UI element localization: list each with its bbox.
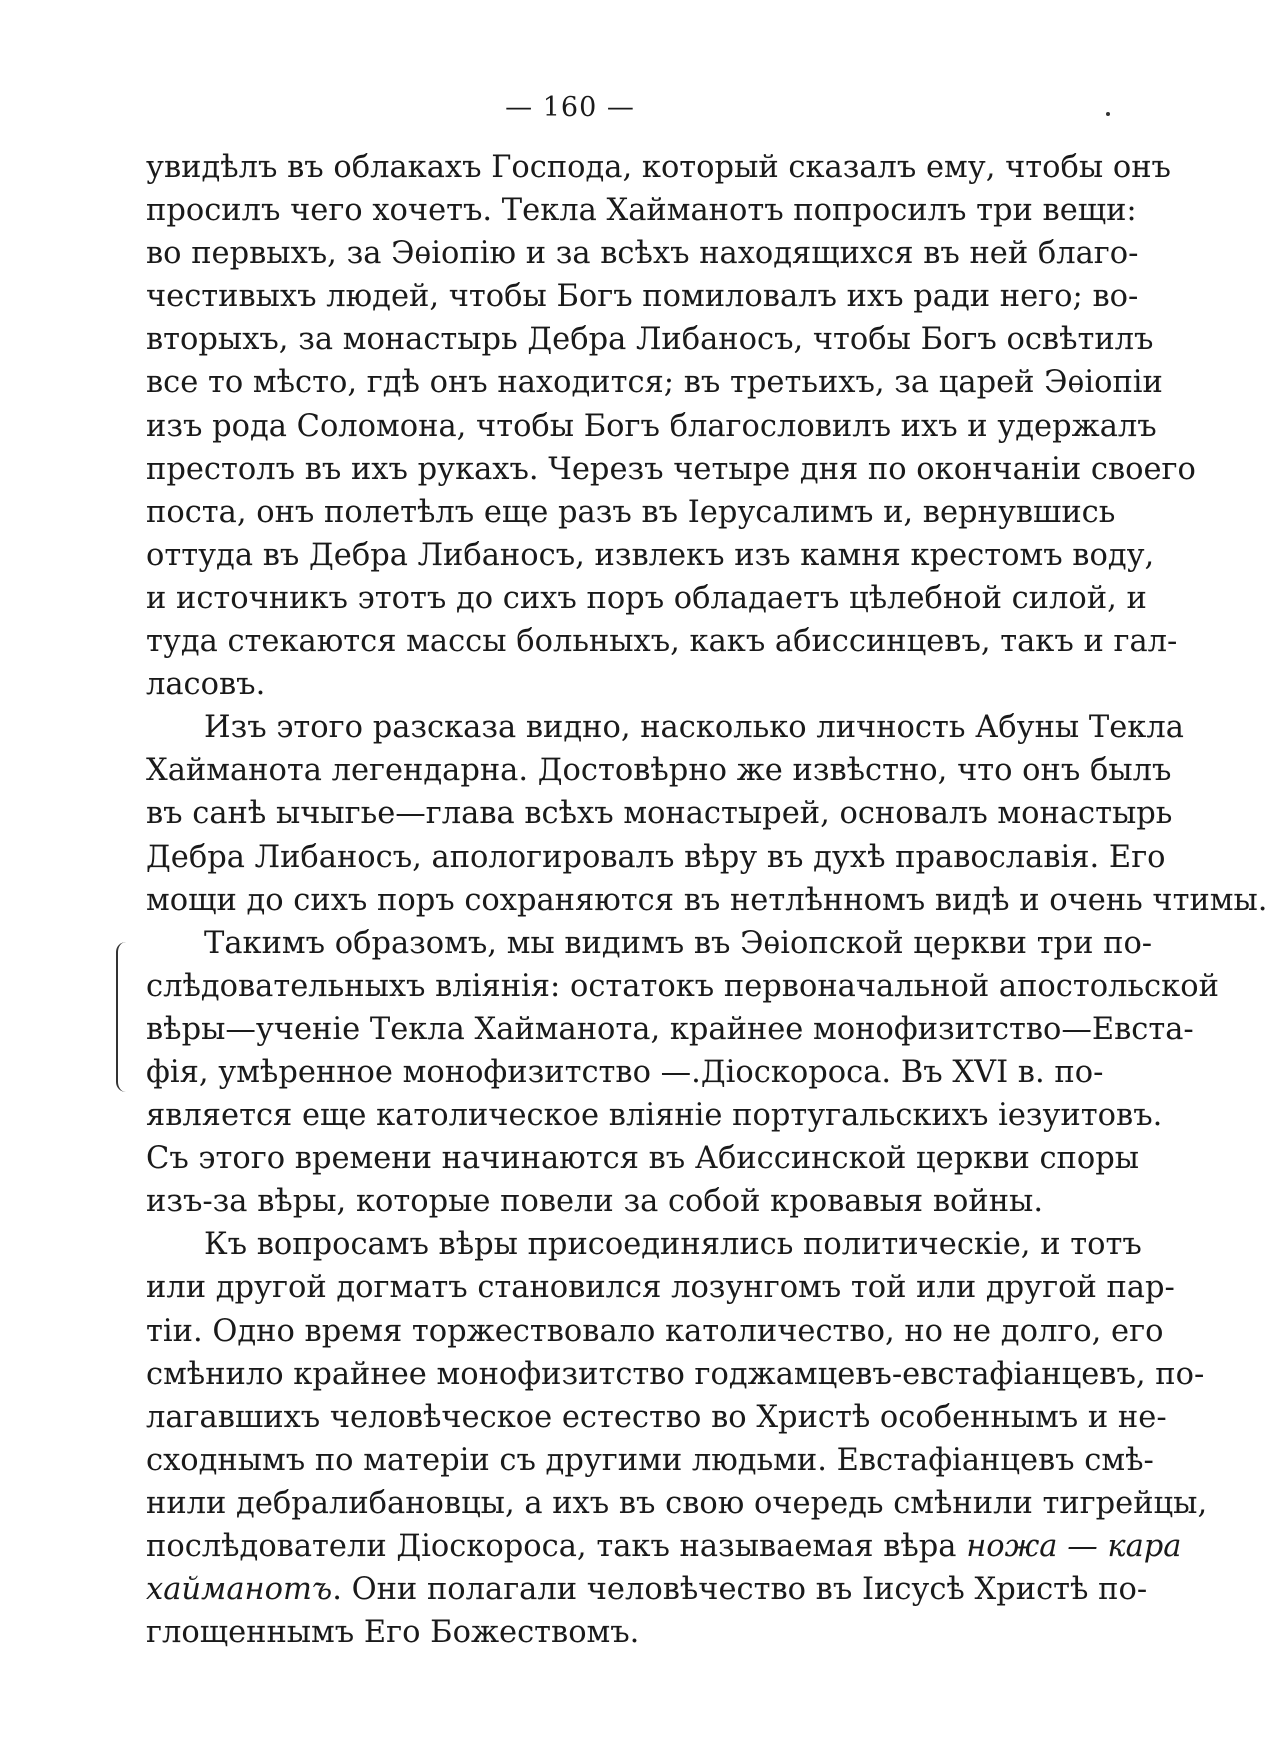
text-line: вторыхъ, за монастырь Дебра Либаносъ, чтобы Богъ освѣтилъ [146, 322, 1154, 358]
text-line: увидѣлъ въ облакахъ Господа, который сказалъ ему, чтобы онъ [146, 150, 1171, 185]
text-line: все то мѣсто, гдѣ онъ находится; въ третьихъ, за царей Эѳіопіи [146, 365, 1163, 401]
text-segment: послѣдователи Діоскороса, такъ называемая вѣра [146, 1529, 967, 1564]
text-line: туда стекаются массы больныхъ, какъ абиссинцевъ, такъ и гал- [146, 624, 1178, 660]
text-line: тіи. Одно время торжествовало католичество, но не долго, его [146, 1313, 1164, 1349]
text-line: фія, умѣренное монофизитство —.Діоскороса. Въ XVI в. по- [146, 1054, 1104, 1090]
italic-phrase: ножа — кара [966, 1529, 1182, 1564]
text-line: честивыхъ людей, чтобы Богъ помиловалъ ихъ ради него; во- [146, 279, 1139, 315]
page-number: — 160 — [505, 92, 635, 123]
text-segment: . Они полагали человѣчество въ Іисусѣ Христѣ по- [332, 1572, 1148, 1608]
ink-dot-mark [1106, 112, 1110, 116]
text-line: изъ рода Соломона, чтобы Богъ благословилъ ихъ и удержалъ [146, 408, 1157, 444]
text-line: или другой догматъ становился лозунгомъ той или другой пар- [146, 1270, 1175, 1306]
text-line: слѣдовательныхъ вліянія: остатокъ первоначальной апостольской [146, 968, 1219, 1004]
text-line: и источникъ этотъ до сихъ поръ обладаетъ цѣлебной силой, и [146, 580, 1147, 616]
text-line: Такимъ образомъ, мы видимъ въ Эѳіопской церкви три по- [204, 925, 1153, 961]
text-line [146, 1525, 1182, 1568]
text-line [146, 1568, 1148, 1611]
text-line: поста, онъ полетѣлъ еще разъ въ Іерусалимъ и, вернувшись [146, 494, 1116, 530]
text-line: нили дебралибановцы, а ихъ въ свою очередь смѣнили тигрейцы, [146, 1485, 1208, 1521]
text-line: въ санѣ ычыгье—глава всѣхъ монастырей, основалъ монастырь [146, 796, 1173, 832]
text-line: мощи до сихъ поръ сохраняются въ нетлѣнномъ видѣ и очень чтимы. [146, 882, 1268, 918]
text-line: Дебра Либаносъ, апологировалъ вѣру въ духѣ православія. Его [146, 839, 1166, 875]
text-line: является еще католическое вліяніе португальскихъ іезуитовъ. [146, 1098, 1163, 1134]
text-line: глощеннымъ Его Божествомъ. [146, 1615, 640, 1651]
text-line: сходнымъ по матеріи съ другими людьми. Евстафіанцевъ смѣ- [146, 1442, 1154, 1478]
text-line: Изъ этого разсказа видно, насколько личность Абуны Текла [204, 710, 1184, 746]
body-text [146, 146, 1268, 1654]
text-line: изъ-за вѣры, которые повели за собой кровавыя войны. [146, 1184, 1044, 1220]
text-line: Къ вопросамъ вѣры присоединялись политическіе, и тотъ [204, 1227, 1142, 1263]
text-line: оттуда въ Дебра Либаносъ, извлекъ изъ камня крестомъ воду, [146, 537, 1155, 573]
italic-phrase: хайманотъ [146, 1572, 333, 1608]
text-line: ласовъ. [146, 667, 266, 703]
margin-bracket-mark [116, 942, 130, 1092]
text-line: лагавшихъ человѣческое естество во Христѣ особеннымъ и не- [146, 1399, 1167, 1435]
text-line: Хайманота легендарна. Достовѣрно же извѣстно, что онъ былъ [146, 753, 1172, 789]
text-line: вѣры—ученіе Текла Хайманота, крайнее монофизитство—Евста- [146, 1011, 1194, 1047]
text-line: во первыхъ, за Эѳіопію и за всѣхъ находящихся въ ней благо- [146, 236, 1139, 272]
text-line: престолъ въ ихъ рукахъ. Черезъ четыре дня по окончаніи своего [146, 451, 1196, 487]
text-line: Съ этого времени начинаются въ Абиссинской церкви споры [146, 1141, 1140, 1177]
text-line: просилъ чего хочетъ. Текла Хайманотъ попросилъ три вещи: [146, 193, 1137, 229]
text-line: смѣнило крайнее монофизитство годжамцевъ-евстафіанцевъ, по- [146, 1356, 1205, 1392]
